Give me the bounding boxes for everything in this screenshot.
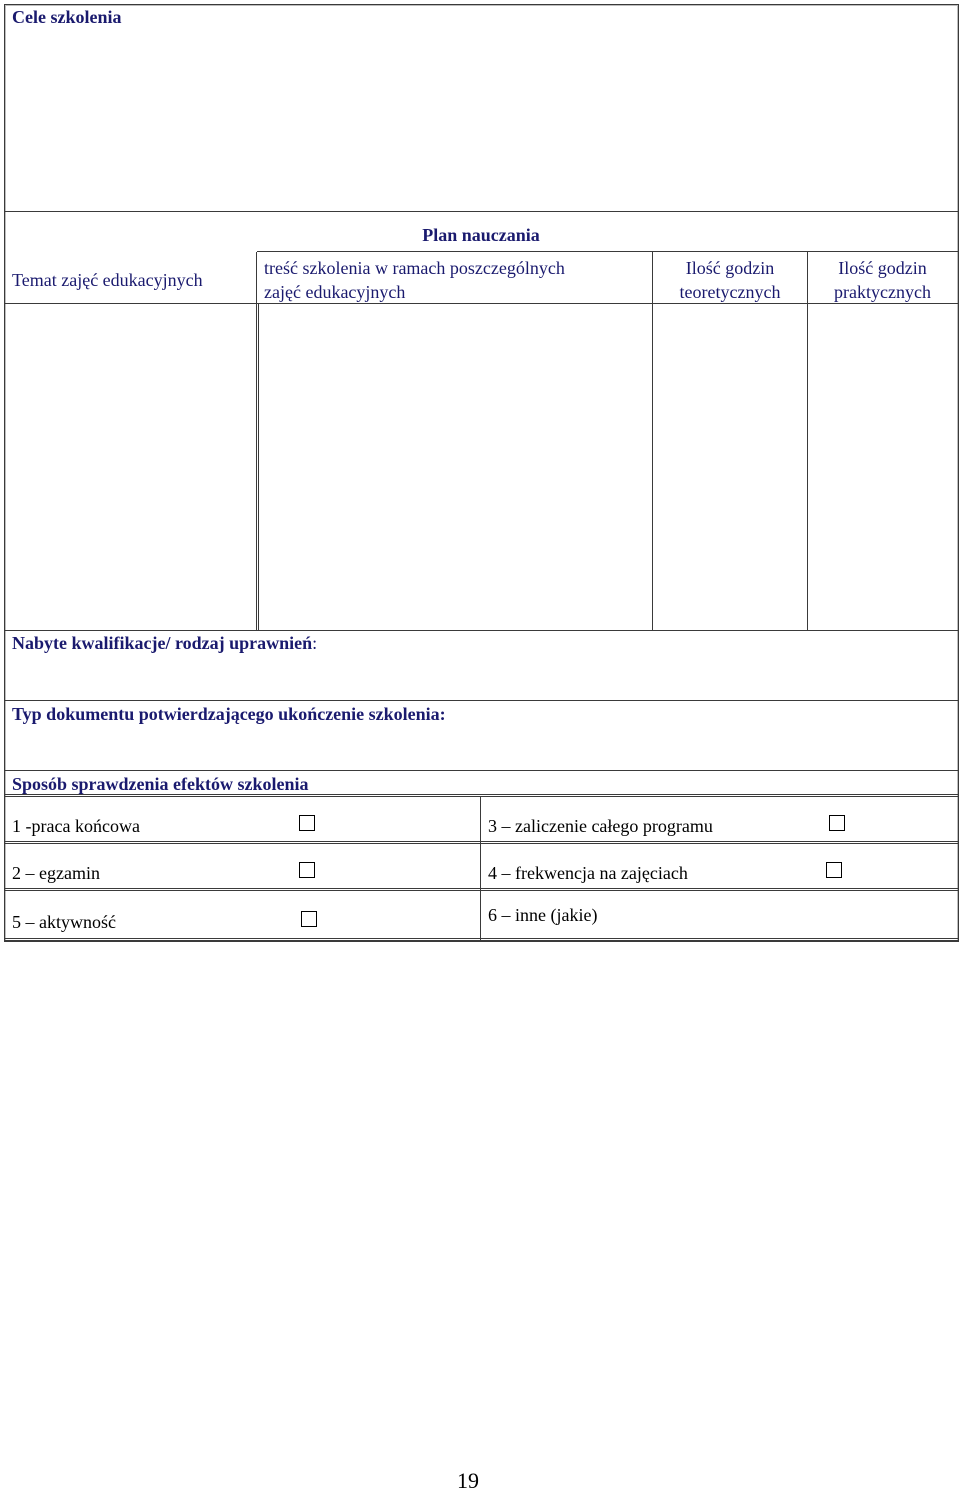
plan-cell-content[interactable]	[260, 304, 652, 630]
assessment-option-4-label: 4 – frekwencja na zajęciach	[488, 863, 688, 883]
assessment-option-5-label: 5 – aktywność	[12, 912, 116, 932]
assessment-option-1-checkbox[interactable]	[299, 815, 315, 831]
plan-title: Plan nauczania	[422, 225, 540, 245]
divider-plan-title	[257, 251, 958, 252]
divider-assessment-title	[5, 794, 958, 797]
divider-qualifications	[5, 700, 958, 701]
qualifications-label-colon: :	[312, 633, 318, 653]
qualifications-label	[12, 632, 317, 655]
col-header-theory-line1: Ilość godzin	[685, 258, 775, 278]
goals-label: Cele szkolenia	[12, 7, 122, 27]
goals-field[interactable]	[5, 28, 957, 211]
assessment-option-6-label: 6 – inne (jakie)	[488, 905, 598, 925]
divider-assessment-bottom	[5, 938, 958, 941]
assessment-option-4-checkbox[interactable]	[826, 862, 842, 878]
assessment-title: Sposób sprawdzenia efektów szkolenia	[12, 774, 309, 794]
plan-cell-practice-hours[interactable]	[808, 304, 957, 630]
col-header-content-line1: treść szkolenia w ramach poszczególnych	[264, 258, 565, 278]
divider-assessment-row2	[5, 888, 958, 891]
document-type-field[interactable]	[5, 726, 957, 770]
col-divider-1-header	[256, 252, 257, 303]
plan-cell-topic[interactable]	[5, 304, 255, 630]
plan-cell-theory-hours[interactable]	[653, 304, 807, 630]
divider-document-type	[5, 770, 958, 771]
assessment-option-1-label: 1 -praca końcowa	[12, 816, 140, 836]
assessment-option-5-checkbox[interactable]	[301, 911, 317, 927]
assessment-option-2-label: 2 – egzamin	[12, 863, 100, 883]
col-divider-1-body	[256, 304, 259, 630]
col-header-practice-line2: praktycznych	[834, 282, 931, 302]
col-header-theory-line2: teoretycznych	[679, 282, 781, 302]
divider-goals	[5, 211, 958, 212]
col-header-content-line2: zajęć edukacyjnych	[264, 282, 406, 302]
assessment-option-2-checkbox[interactable]	[299, 862, 315, 878]
col-header-practice-line1: Ilość godzin	[838, 258, 927, 278]
assessment-option-3-label: 3 – zaliczenie całego programu	[488, 816, 713, 836]
assessment-col-divider	[480, 796, 481, 941]
col-header-topic: Temat zajęć edukacyjnych	[12, 270, 203, 290]
qualifications-label-text: Nabyte kwalifikacje/ rodzaj uprawnień	[12, 633, 313, 653]
divider-assessment-row1	[5, 841, 958, 844]
assessment-option-3-checkbox[interactable]	[829, 815, 845, 831]
divider-plan-body	[5, 630, 958, 631]
page-number: 19	[457, 1468, 479, 1493]
qualifications-field[interactable]	[5, 655, 957, 700]
assessment-option-6-field[interactable]	[640, 896, 956, 938]
document-type-label: Typ dokumentu potwierdzającego ukończenie szkolenia:	[12, 704, 446, 724]
